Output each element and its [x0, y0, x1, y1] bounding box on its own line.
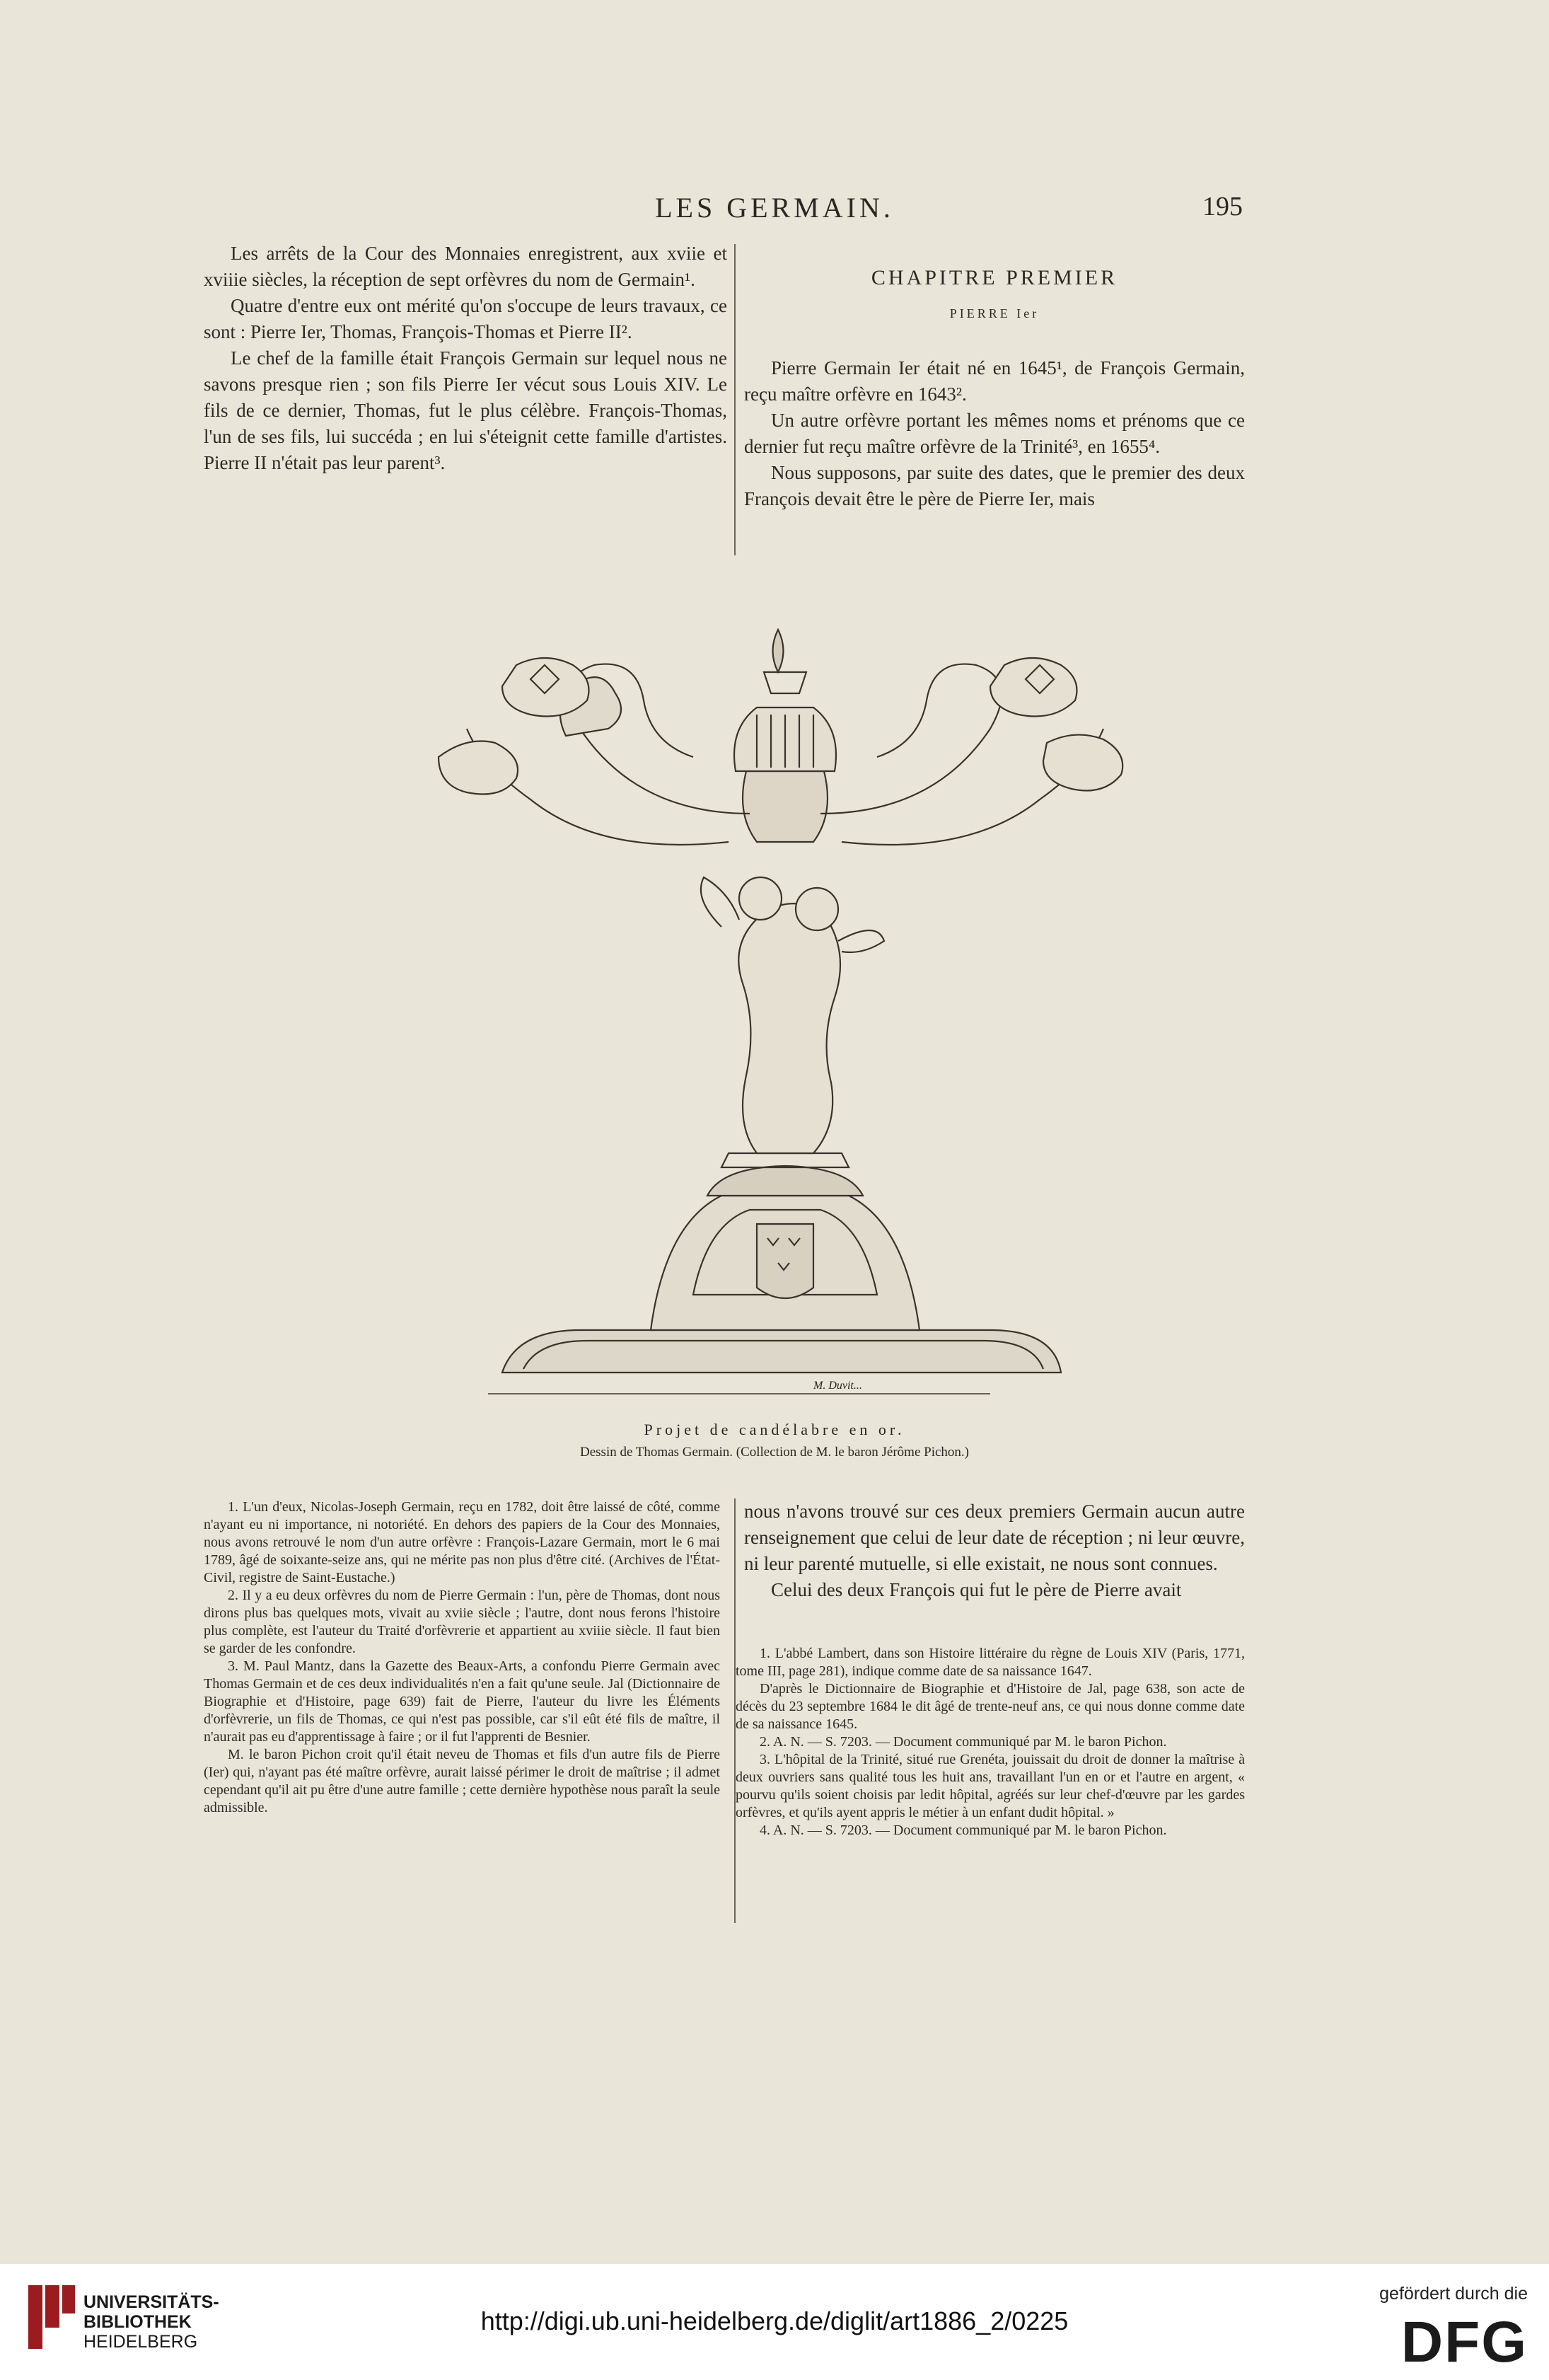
paragraph: Les arrêts de la Cour des Monnaies enregistrent, aux xviie et xviiie siècles, la réception de sept orfèvres du nom de Germain¹. [204, 243, 727, 290]
library-line: UNIVERSITÄTS- [83, 2292, 219, 2312]
page-number: 195 [1202, 192, 1243, 221]
right-footnotes [736, 1645, 1245, 1839]
dfg-logo: DFG [1400, 2310, 1528, 2374]
chapter-title: CHAPITRE PREMIER [871, 266, 1118, 289]
permalink[interactable]: http://digi.ub.uni-heidelberg.de/diglit/art1886_2/0225 [480, 2306, 1069, 2335]
figure-caption-title: Projet de candélabre en or. [644, 1421, 905, 1438]
engraver-signature: M. Duvit... [813, 1380, 862, 1392]
paragraph: Quatre d'entre eux ont mérité qu'on s'occupe de leurs travaux, ce sont : Pierre Ier, Thomas, François-Thomas et Pierre II². [204, 295, 727, 342]
library-line: HEIDELBERG [83, 2332, 198, 2352]
funded-by-label: gefördert durch die [1379, 2284, 1528, 2304]
library-line: BIBLIOTHEK [83, 2312, 192, 2332]
paragraph: Celui des deux François qui fut le père de Pierre avait [771, 1579, 1182, 1600]
footnote: D'après le Dictionnaire de Biographie et d'Histoire de Jal, page 638, son acte de décès du 23 septembre 1684 le dit âgé de trente-neuf ans, ce qui nous donne comme date de sa naissance 1645. [736, 1681, 1245, 1732]
footnote: 3. M. Paul Mantz, dans la Gazette des Beaux-Arts, a confondu Pierre Germain avec Thomas Germain et de ces deux individualités n'en a fait qu'une seule. Jal (Dictionnaire de Biographie et d'Histoire, page 639) fait de Pierre, l'auteur du livre les Éléments d'orfèvrerie, un fils de Thomas, ce qui n'est pas possible, car s'il eût été fils de maître, il n'aurait pas eu d'apprentissage à faire ; or il fut l'apprenti de Besnier. [204, 1658, 720, 1745]
footnote: 1. L'un d'eux, Nicolas-Joseph Germain, reçu en 1782, doit être laissé de côté, comme n'ayant eu ni importance, ni notoriété. En dehors des papiers de la Cour des Monnaies, nous avons retrouvé le nom d'un autre orfèvre : François-Lazare Germain, mort le 6 mai 1789, âgé de soixante-seize ans, qui ne mérite pas non plus d'être cité. (Archives de l'État-Civil, registre de Saint-Eustache.) [204, 1499, 720, 1585]
paragraph: Un autre orfèvre portant les mêmes noms et prénoms que ce dernier fut reçu maître orfèvre de la Trinité³, en 1655⁴. [744, 410, 1245, 457]
column-divider [734, 244, 736, 555]
footnote: 3. L'hôpital de la Trinité, situé rue Grenéta, jouissait du droit de donner la maîtrise à deux ouvriers sans qualité tous les huit ans, travaillant l'un en or et l'autre en argent, « pourvu qu'ils soient choisis par ledit hôpital, agréés sur leur chef-d'œuvre par les gardes orfèvres, et qu'ils ayent appris le métier à un enfant dudit hôpital. » [736, 1752, 1245, 1820]
footnote: 2. A. N. — S. 7203. — Document communiqué par M. le baron Pichon. [760, 1734, 1167, 1750]
paragraph: Pierre Germain Ier était né en 1645¹, de François Germain, reçu maître orfèvre en 1643². [744, 357, 1245, 405]
footnote: 4. A. N. — S. 7203. — Document communiqué par M. le baron Pichon. [760, 1822, 1167, 1838]
candelabra-illustration [424, 587, 1146, 1422]
left-footnotes [204, 1498, 720, 1817]
right-column-continuation [744, 1498, 1245, 1603]
running-title: LES GERMAIN. [655, 192, 894, 224]
footnote: M. le baron Pichon croit qu'il était neveu de Thomas et fils d'un autre fils de Pierre (Ier) qui, n'ayant pas été maître orfèvre, aurait laissé périmer le droit de maîtrise ; il admet cependant qu'il ait pu être d'une autre famille ; cette dernière hypothèse nous paraît la seule admissible. [204, 1747, 720, 1815]
viewer-footer [0, 2264, 1549, 2380]
footnote: 2. Il y a eu deux orfèvres du nom de Pierre Germain : l'un, père de Thomas, dont nous dirons plus bas quelques mots, vivait au xviie siècle ; l'autre, dont nous ferons l'histoire plus complète, est l'auteur du Traité d'orfèvrerie et appartient au xviiie siècle. Il faut bien se garder de les confondre. [204, 1588, 720, 1656]
paragraph: Le chef de la famille était François Germain sur lequel nous ne savons presque rien ; son fils Pierre Ier vécut sous Louis XIV. Le fils de ce dernier, Thomas, fut le plus célèbre. François-Thomas, l'un de ses fils, lui succéda ; en lui s'éteignit cette famille d'artistes. Pierre II n'était pas leur parent³. [204, 347, 727, 473]
left-column-text [204, 241, 727, 476]
chapter-subtitle: PIERRE Ier [949, 306, 1040, 320]
footnote: 1. L'abbé Lambert, dans son Histoire littéraire du règne de Louis XIV (Paris, 1771, tome III, page 281), indique comme date de sa naissance 1647. [736, 1646, 1245, 1679]
paragraph: Nous supposons, par suite des dates, que le premier des deux François devait être le père de Pierre Ier, mais [744, 462, 1245, 509]
figure-caption-source: Dessin de Thomas Germain. (Collection de M. le baron Jérôme Pichon.) [580, 1445, 969, 1460]
right-column-text [744, 241, 1245, 512]
paragraph: nous n'avons trouvé sur ces deux premiers Germain aucun autre renseignement que celui de leur date de réception ; ni leur œuvre, ni leur parenté mutuelle, si elle existait, ne nous sont connues. [744, 1501, 1245, 1574]
